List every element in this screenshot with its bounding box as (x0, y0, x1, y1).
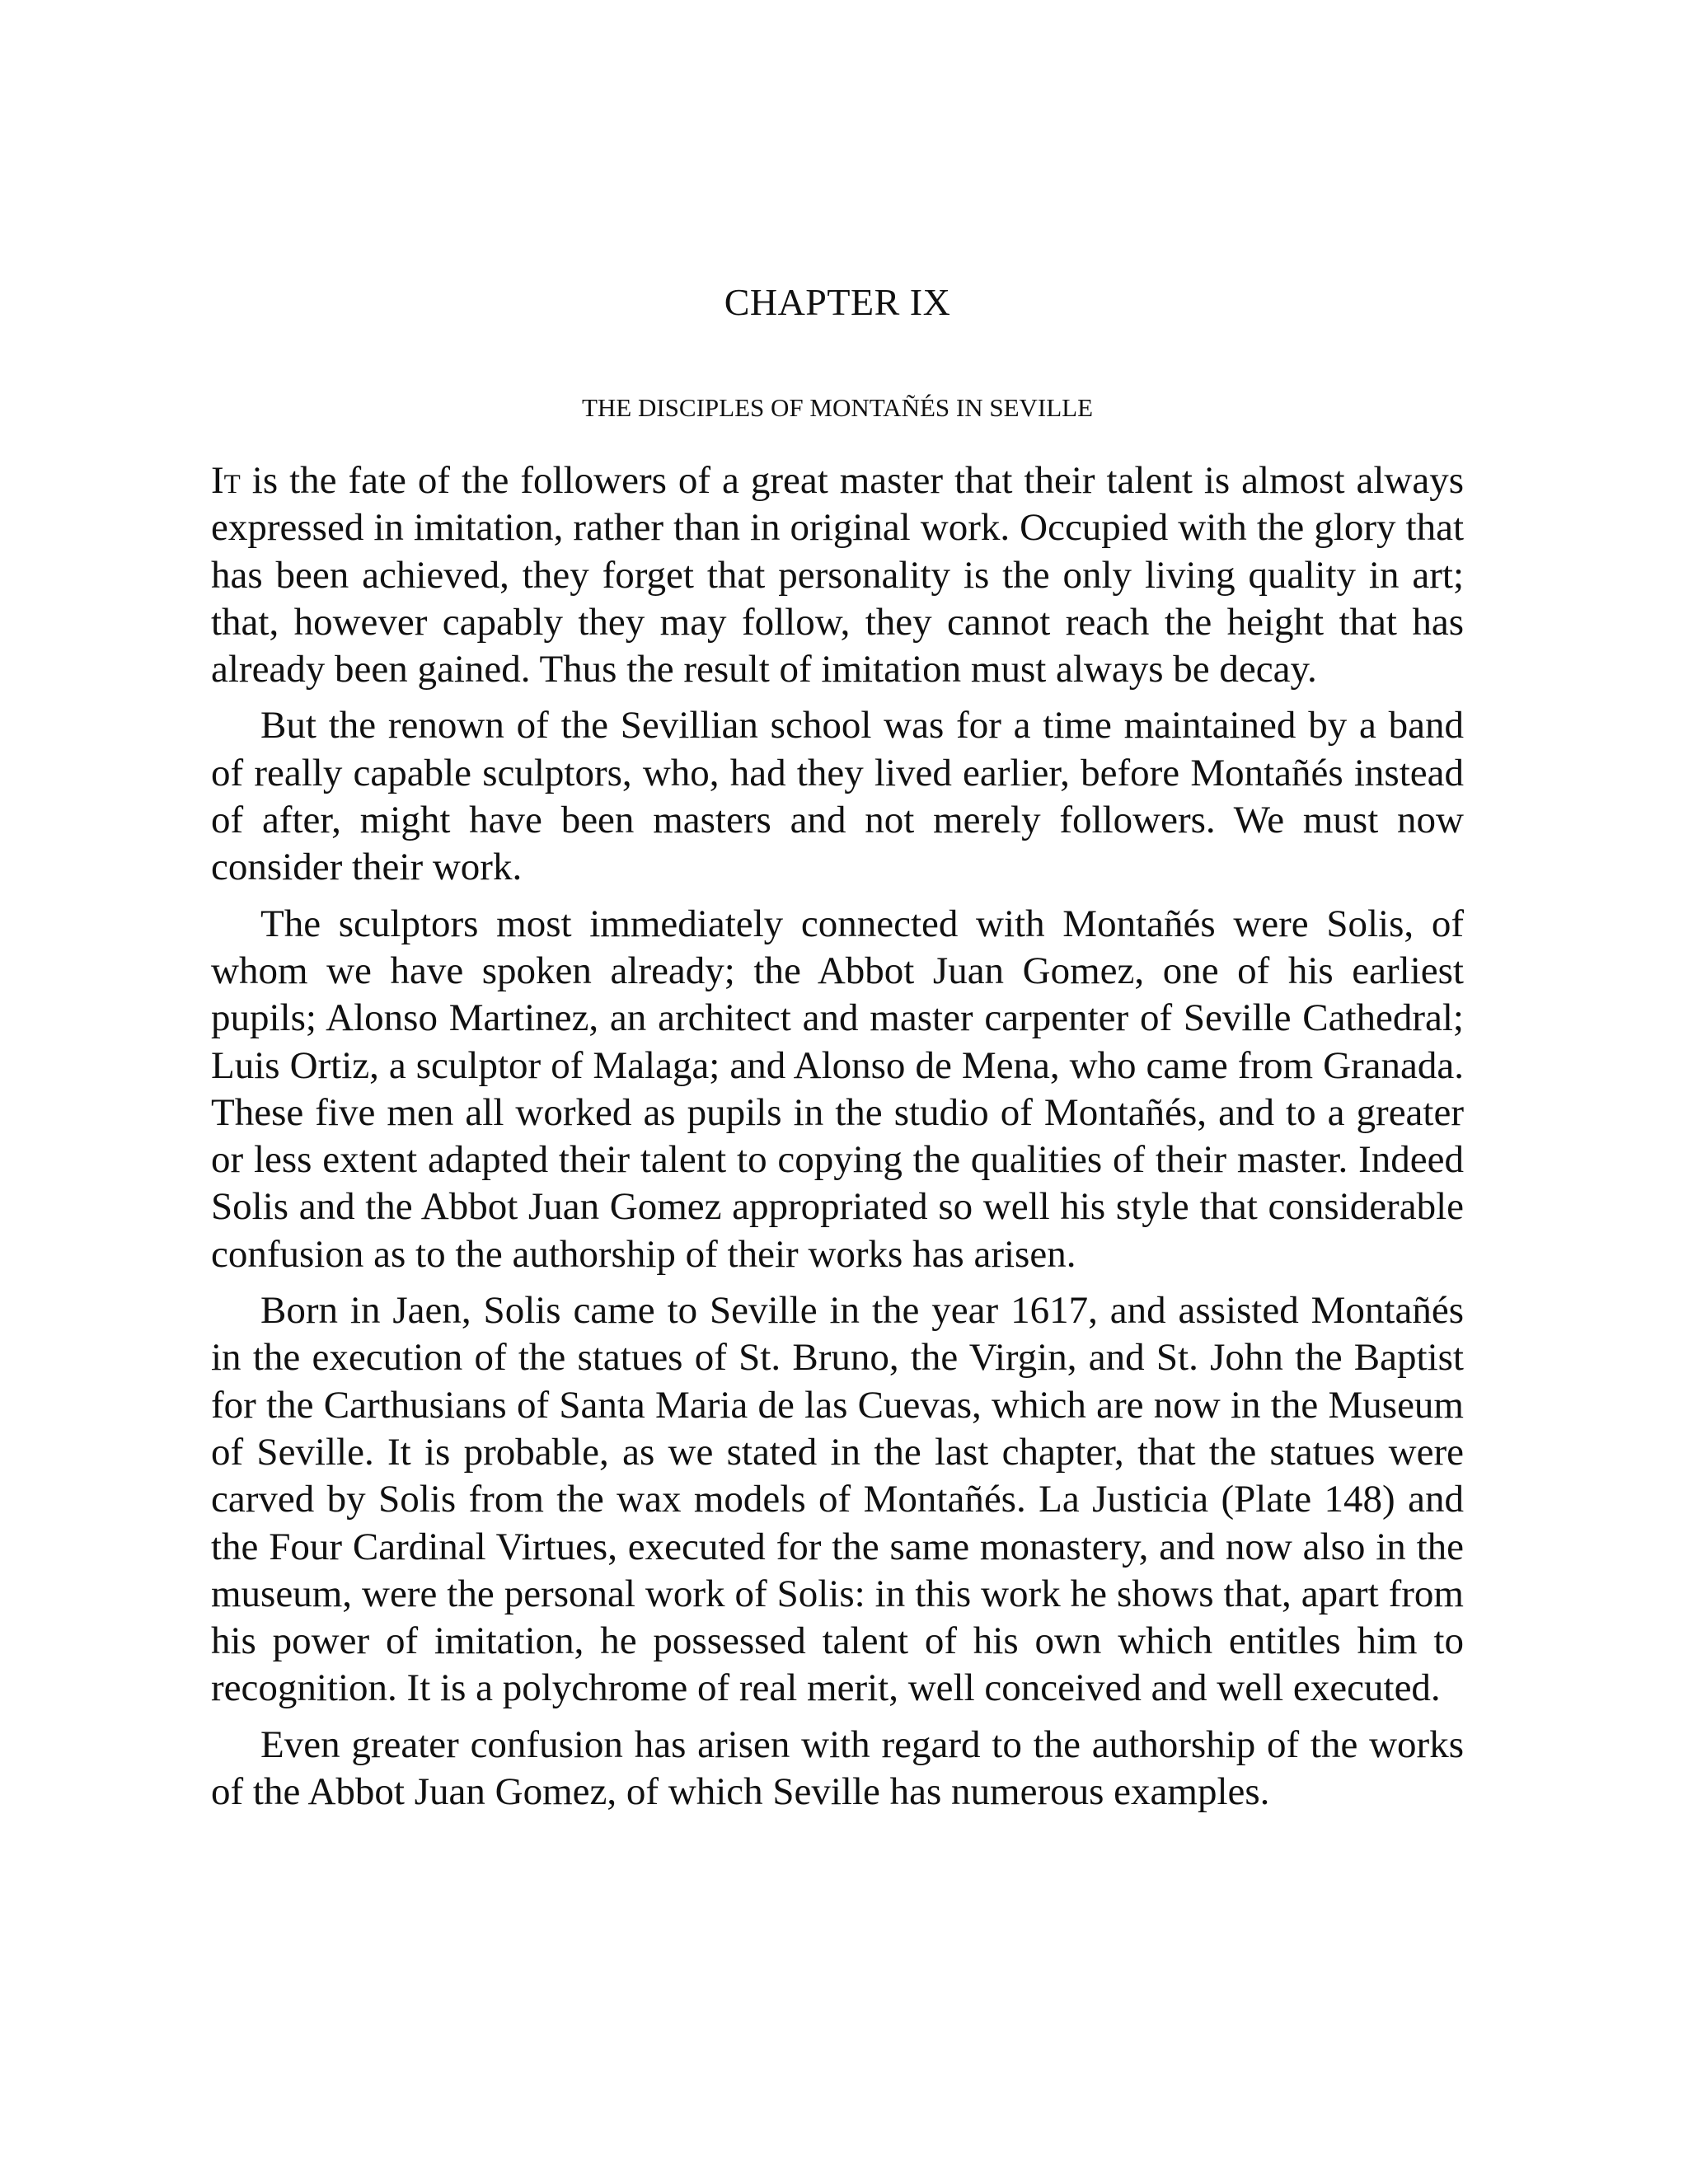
chapter-title: CHAPTER IX (724, 281, 951, 323)
paragraph-1 (211, 457, 1464, 693)
chapter-body (211, 457, 1464, 1825)
paragraph-3: The sculptors most immediately connected with Montañés were Solis, of whom we have spoken already; the Abbot Juan Gomez, one of his earliest pupils; Alonso Martinez, an architect and master carpenter of Seville Cathedral; Luis Ortiz, a sculptor of Malaga; and Alonso de Mena, who came from Granada. These five men all worked as pupils in the studio of Montañés, and to a greater or less extent adapted their talent to copying the qualities of their master. Indeed Solis and the Abbot Juan Gomez appropriated so well his style that considerable confusion as to the authorship of their works has arisen. (211, 902, 1464, 1276)
paragraph-1-text: is the fate of the followers of a great master that their talent is almost always expressed in imitation, rather than in original work. Occupied with the glory that has been achieved, they forget that personality is the only living quality in art; that, however capably they may follow, they cannot reach the height that has already been gained. Thus the result of imitation must always be decay. (211, 459, 1464, 691)
paragraph-4: Born in Jaen, Solis came to Seville in the year 1617, and assisted Montañés in the execution of the statues of St. Bruno, the Virgin, and St. John the Baptist for the Carthusians of Santa Maria de las Cuevas, which are now in the Museum of Seville. It is probable, as we stated in the last chapter, that the statues were carved by Solis from the wax models of Montañés. La Justicia (Plate 148) and the Four Cardinal Virtues, executed for the same monastery, and now also in the museum, were the personal work of Solis: in this work he shows that, apart from his power of imitation, he possessed talent of his own which entitles him to recognition. It is a polychrome of real merit, well conceived and well executed. (211, 1289, 1464, 1710)
chapter-subtitle: THE DISCIPLES OF MONTAÑÉS IN SEVILLE (581, 393, 1094, 422)
opening-word: It (211, 459, 241, 502)
paragraph-5: Even greater confusion has arisen with regard to the authorship of the works of the Abbot Juan Gomez, of which Seville has numerous examples. (211, 1722, 1464, 1814)
paragraph-2: But the renown of the Sevillian school was for a time maintained by a band of really capable sculptors, who, had they lived earlier, before Montañés instead of after, might have been masters and not merely followers. We must now consider their work. (211, 704, 1464, 889)
